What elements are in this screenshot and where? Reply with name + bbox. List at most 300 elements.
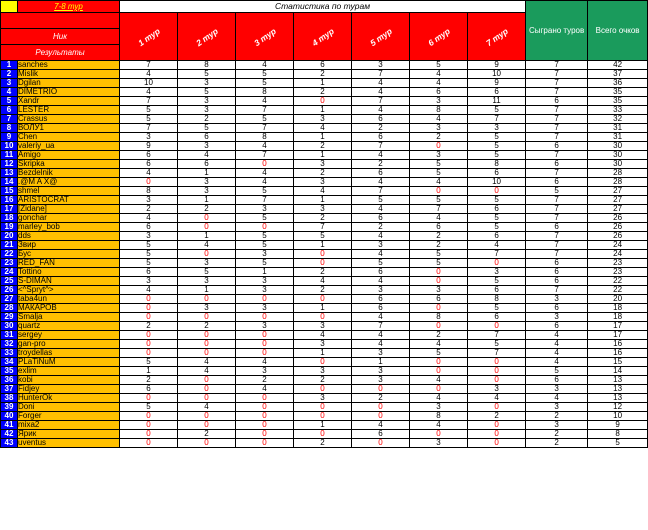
round-score-cell: 8 — [120, 187, 178, 196]
nick-cell: Smalja — [18, 313, 120, 322]
played-cell: 4 — [526, 340, 588, 349]
played-cell: 7 — [526, 61, 588, 70]
played-cell: 6 — [526, 268, 588, 277]
rank-cell: 19 — [1, 223, 18, 232]
total-header: Всего очков — [588, 1, 648, 61]
round-score-cell: 0 — [120, 178, 178, 187]
round-score-cell: 7 — [410, 205, 468, 214]
round-score-cell: 3 — [294, 205, 352, 214]
nick-cell: shmel — [18, 187, 120, 196]
round-score-cell: 5 — [468, 223, 526, 232]
nick-cell: uventus — [18, 439, 120, 448]
round-score-cell: 4 — [120, 70, 178, 79]
played-cell: 7 — [526, 106, 588, 115]
round-score-cell: 3 — [352, 286, 410, 295]
round-score-cell: 3 — [294, 340, 352, 349]
round-score-cell: 10 — [468, 178, 526, 187]
round-score-cell: 8 — [236, 133, 294, 142]
played-cell: 6 — [526, 97, 588, 106]
round-score-cell: 5 — [120, 241, 178, 250]
played-cell: 6 — [526, 178, 588, 187]
played-cell: 4 — [526, 358, 588, 367]
round-score-cell: 0 — [294, 403, 352, 412]
round-score-cell: 2 — [294, 88, 352, 97]
round-score-cell: 3 — [468, 385, 526, 394]
round-score-cell: 0 — [236, 295, 294, 304]
round-score-cell: 2 — [294, 286, 352, 295]
round-score-cell: 4 — [468, 241, 526, 250]
total-cell: 5 — [588, 439, 648, 448]
round-score-cell: 1 — [236, 268, 294, 277]
round-score-cell: 3 — [294, 394, 352, 403]
rank-cell: 3 — [1, 79, 18, 88]
round-score-cell: 3 — [178, 79, 236, 88]
round-score-cell: 6 — [352, 430, 410, 439]
table-row — [1, 70, 648, 79]
round-score-cell: 2 — [468, 412, 526, 421]
round-score-cell: 7 — [120, 61, 178, 70]
round-score-cell: 7 — [468, 250, 526, 259]
round-score-cell: 3 — [468, 124, 526, 133]
played-cell: 6 — [526, 304, 588, 313]
round-score-cell: 0 — [236, 430, 294, 439]
nick-cell: <^Spryt^> — [18, 286, 120, 295]
round-score-cell: 6 — [352, 214, 410, 223]
played-cell: 7 — [526, 133, 588, 142]
table-row — [1, 421, 648, 430]
rank-cell: 7 — [1, 115, 18, 124]
round-score-cell: 4 — [178, 151, 236, 160]
round-score-cell: 0 — [468, 421, 526, 430]
played-cell: 7 — [526, 88, 588, 97]
played-cell: 7 — [526, 205, 588, 214]
rank-cell: 32 — [1, 340, 18, 349]
round-score-cell: 0 — [236, 394, 294, 403]
round-score-cell: 5 — [410, 259, 468, 268]
played-cell: 7 — [526, 250, 588, 259]
total-cell: 24 — [588, 250, 648, 259]
round-score-cell: 11 — [468, 97, 526, 106]
nick-cell: taba4un — [18, 295, 120, 304]
round-header-2: 2 тур — [178, 13, 236, 61]
total-cell: 9 — [588, 421, 648, 430]
round-score-cell: 3 — [178, 259, 236, 268]
rank-cell: 1 — [1, 61, 18, 70]
round-score-cell: 0 — [468, 439, 526, 448]
nick-cell: Dgilan — [18, 79, 120, 88]
round-score-cell: 6 — [468, 205, 526, 214]
round-score-cell: 7 — [236, 124, 294, 133]
round-score-cell: 2 — [120, 322, 178, 331]
round-score-cell: 1 — [294, 133, 352, 142]
round-score-cell: 0 — [120, 421, 178, 430]
nick-cell: Mislik — [18, 70, 120, 79]
round-score-cell: 0 — [236, 421, 294, 430]
round-score-cell: 0 — [178, 385, 236, 394]
table-row — [1, 106, 648, 115]
round-score-cell: 3 — [352, 349, 410, 358]
round-score-cell: 4 — [352, 331, 410, 340]
round-score-cell: 10 — [120, 79, 178, 88]
total-cell: 26 — [588, 232, 648, 241]
round-score-cell: 7 — [236, 106, 294, 115]
round-score-cell: 0 — [410, 142, 468, 151]
played-cell: 7 — [526, 214, 588, 223]
round-score-cell: 0 — [236, 340, 294, 349]
round-score-cell: 5 — [120, 106, 178, 115]
round-score-cell: 4 — [236, 169, 294, 178]
played-cell: 6 — [526, 322, 588, 331]
round-score-cell: 2 — [352, 223, 410, 232]
played-cell: 6 — [526, 160, 588, 169]
round-score-cell: 1 — [294, 421, 352, 430]
round-score-cell: 5 — [352, 259, 410, 268]
round-score-cell: 5 — [236, 115, 294, 124]
round-score-cell: 4 — [352, 88, 410, 97]
total-cell: 18 — [588, 304, 648, 313]
table-row — [1, 430, 648, 439]
round-score-cell: 5 — [120, 259, 178, 268]
round-score-cell: 0 — [294, 430, 352, 439]
round-score-cell: 0 — [410, 358, 468, 367]
round-score-cell: 5 — [410, 196, 468, 205]
round-header-4: 4 тур — [294, 13, 352, 61]
round-score-cell: 0 — [352, 439, 410, 448]
round-score-cell: 3 — [294, 322, 352, 331]
rank-cell: 38 — [1, 394, 18, 403]
round-score-cell: 3 — [236, 304, 294, 313]
round-score-cell: 0 — [468, 322, 526, 331]
total-cell: 17 — [588, 322, 648, 331]
round-score-cell: 5 — [236, 241, 294, 250]
round-score-cell: 1 — [178, 232, 236, 241]
nick-cell: Amigo — [18, 151, 120, 160]
round-score-cell: 4 — [352, 151, 410, 160]
round-score-cell: 6 — [410, 223, 468, 232]
round-score-cell: 0 — [178, 421, 236, 430]
round-score-cell: 1 — [178, 286, 236, 295]
round-score-cell: 6 — [178, 160, 236, 169]
round-score-cell: 9 — [468, 79, 526, 88]
table-row — [1, 61, 648, 70]
round-score-cell: 6 — [352, 115, 410, 124]
played-cell: 7 — [526, 115, 588, 124]
round-score-cell: 4 — [178, 358, 236, 367]
nick-cell: LESTER — [18, 106, 120, 115]
round-header-5: 5 тур — [352, 13, 410, 61]
round-score-cell: 0 — [468, 259, 526, 268]
round-score-cell: 2 — [410, 331, 468, 340]
round-score-cell: 3 — [410, 124, 468, 133]
round-score-cell: 5 — [352, 196, 410, 205]
round-score-cell: 8 — [468, 295, 526, 304]
round-score-cell: 8 — [410, 106, 468, 115]
round-score-cell: 0 — [468, 376, 526, 385]
nick-cell: [Zidane] — [18, 205, 120, 214]
round-score-cell: 0 — [468, 430, 526, 439]
round-score-cell: 5 — [120, 403, 178, 412]
round-score-cell: 1 — [294, 106, 352, 115]
round-score-cell: 0 — [352, 385, 410, 394]
played-cell: 4 — [526, 394, 588, 403]
round-score-cell: 7 — [352, 142, 410, 151]
round-header-3: 3 тур — [236, 13, 294, 61]
total-cell: 17 — [588, 331, 648, 340]
round-score-cell: 0 — [410, 304, 468, 313]
round-score-cell: 6 — [468, 232, 526, 241]
round-score-cell: 5 — [468, 340, 526, 349]
round-score-cell: 1 — [352, 358, 410, 367]
table-row — [1, 133, 648, 142]
round-score-cell: 4 — [352, 79, 410, 88]
round-score-cell: 3 — [410, 97, 468, 106]
round-score-cell: 3 — [178, 97, 236, 106]
round-score-cell: 6 — [410, 295, 468, 304]
round-score-cell: 4 — [352, 250, 410, 259]
round-score-cell: 5 — [410, 250, 468, 259]
round-score-cell: 1 — [294, 349, 352, 358]
rank-cell: 15 — [1, 187, 18, 196]
table-row — [1, 286, 648, 295]
total-cell: 31 — [588, 124, 648, 133]
played-cell: 4 — [526, 349, 588, 358]
nick-cell: RED_FAN — [18, 259, 120, 268]
played-cell: 7 — [526, 286, 588, 295]
round-score-cell: 1 — [178, 169, 236, 178]
round-score-cell: 3 — [352, 241, 410, 250]
round-score-cell: 3 — [178, 178, 236, 187]
round-score-cell: 2 — [178, 205, 236, 214]
table-row — [1, 214, 648, 223]
round-header-1: 1 тур — [120, 13, 178, 61]
round-score-cell: 0 — [236, 349, 294, 358]
nick-cell: marley_bob — [18, 223, 120, 232]
rank-cell: 16 — [1, 196, 18, 205]
total-cell: 26 — [588, 223, 648, 232]
round-score-cell: 5 — [410, 160, 468, 169]
round-score-cell: 3 — [236, 322, 294, 331]
total-cell: 10 — [588, 412, 648, 421]
rank-cell: 40 — [1, 412, 18, 421]
nick-cell: sanches — [18, 61, 120, 70]
round-score-cell: 6 — [352, 295, 410, 304]
round-score-cell: 3 — [410, 151, 468, 160]
round-score-cell: 4 — [352, 277, 410, 286]
tour-link[interactable]: 7-8 тур — [18, 1, 120, 13]
round-score-cell: 5 — [236, 259, 294, 268]
round-score-cell: 7 — [468, 115, 526, 124]
played-cell: 7 — [526, 232, 588, 241]
round-score-cell: 6 — [352, 169, 410, 178]
round-score-cell: 0 — [236, 223, 294, 232]
nick-cell: Fidjey — [18, 385, 120, 394]
round-score-cell: 0 — [236, 160, 294, 169]
nick-cell: Doni — [18, 403, 120, 412]
played-cell: 5 — [526, 187, 588, 196]
table-row — [1, 232, 648, 241]
round-score-cell: 4 — [410, 394, 468, 403]
rank-cell: 28 — [1, 304, 18, 313]
played-cell: 7 — [526, 241, 588, 250]
total-cell: 14 — [588, 367, 648, 376]
total-cell: 27 — [588, 205, 648, 214]
rank-cell: 25 — [1, 277, 18, 286]
rank-cell: 22 — [1, 250, 18, 259]
played-cell: 3 — [526, 403, 588, 412]
total-cell: 16 — [588, 349, 648, 358]
played-cell: 6 — [526, 223, 588, 232]
round-score-cell: 0 — [178, 250, 236, 259]
round-score-cell: 4 — [294, 331, 352, 340]
round-score-cell: 1 — [294, 151, 352, 160]
nick-cell: ВОЛУ1 — [18, 124, 120, 133]
round-score-cell: 0 — [294, 313, 352, 322]
round-score-cell: 6 — [468, 169, 526, 178]
nick-cell: S-DIMAN — [18, 277, 120, 286]
round-score-cell: 7 — [120, 97, 178, 106]
round-score-cell: 8 — [410, 412, 468, 421]
round-score-cell: 2 — [410, 232, 468, 241]
nick-cell: kobi — [18, 376, 120, 385]
total-cell: 23 — [588, 259, 648, 268]
round-score-cell: 0 — [120, 295, 178, 304]
rank-cell: 35 — [1, 367, 18, 376]
round-score-cell: 3 — [294, 115, 352, 124]
round-score-cell: 0 — [178, 223, 236, 232]
table-row — [1, 196, 648, 205]
round-score-cell: 7 — [236, 196, 294, 205]
table-row — [1, 205, 648, 214]
table-row — [1, 151, 648, 160]
round-score-cell: 2 — [410, 241, 468, 250]
round-score-cell: 6 — [120, 151, 178, 160]
round-score-cell: 0 — [120, 394, 178, 403]
round-score-cell: 0 — [410, 385, 468, 394]
table-row — [1, 169, 648, 178]
round-score-cell: 3 — [236, 367, 294, 376]
round-score-cell: 6 — [120, 223, 178, 232]
round-score-cell: 4 — [352, 313, 410, 322]
round-score-cell: 4 — [410, 79, 468, 88]
round-score-cell: 3 — [120, 277, 178, 286]
total-cell: 13 — [588, 394, 648, 403]
round-score-cell: 2 — [294, 142, 352, 151]
round-score-cell: 4 — [178, 403, 236, 412]
round-score-cell: 4 — [352, 340, 410, 349]
played-cell: 6 — [526, 259, 588, 268]
round-score-cell: 0 — [294, 97, 352, 106]
results-header: Результаты — [1, 45, 120, 61]
rank-cell: 23 — [1, 259, 18, 268]
nick-cell: Crassus — [18, 115, 120, 124]
round-score-cell: 7 — [294, 223, 352, 232]
table-row — [1, 79, 648, 88]
round-score-cell: 0 — [236, 331, 294, 340]
round-score-cell: 0 — [410, 277, 468, 286]
round-score-cell: 9 — [120, 142, 178, 151]
table-row — [1, 376, 648, 385]
round-score-cell: 3 — [352, 61, 410, 70]
table-row — [1, 367, 648, 376]
round-score-cell: 5 — [236, 187, 294, 196]
round-score-cell: 2 — [352, 124, 410, 133]
played-cell: 3 — [526, 313, 588, 322]
round-score-cell: 8 — [236, 88, 294, 97]
round-score-cell: 4 — [410, 178, 468, 187]
round-score-cell: 1 — [294, 304, 352, 313]
round-score-cell: 4 — [120, 214, 178, 223]
rank-cell: 2 — [1, 70, 18, 79]
rank-cell: 21 — [1, 241, 18, 250]
table-row — [1, 394, 648, 403]
table-row — [1, 268, 648, 277]
table-row — [1, 223, 648, 232]
round-score-cell: 0 — [178, 313, 236, 322]
table-row — [1, 124, 648, 133]
round-score-cell: 0 — [178, 331, 236, 340]
total-cell: 26 — [588, 214, 648, 223]
round-header-6: 6 тур — [410, 13, 468, 61]
round-score-cell: 3 — [294, 367, 352, 376]
round-score-cell: 4 — [410, 376, 468, 385]
round-score-cell: 0 — [352, 412, 410, 421]
round-score-cell: 9 — [468, 61, 526, 70]
round-score-cell: 6 — [352, 268, 410, 277]
round-score-cell: 4 — [410, 70, 468, 79]
round-score-cell: 0 — [120, 304, 178, 313]
round-score-cell: 3 — [410, 286, 468, 295]
rank-cell: 43 — [1, 439, 18, 448]
header-spacer — [1, 13, 120, 29]
rank-cell: 27 — [1, 295, 18, 304]
round-score-cell: 4 — [236, 97, 294, 106]
total-cell: 28 — [588, 169, 648, 178]
table-row — [1, 277, 648, 286]
round-score-cell: 4 — [410, 340, 468, 349]
nick-cell: МАКАРОВ — [18, 304, 120, 313]
nick-cell: Bezdelnik — [18, 169, 120, 178]
round-score-cell: 3 — [294, 160, 352, 169]
round-score-cell: 1 — [178, 196, 236, 205]
round-score-cell: 4 — [120, 88, 178, 97]
nick-cell: DIMETRIO — [18, 88, 120, 97]
table-row — [1, 331, 648, 340]
table-row — [1, 439, 648, 448]
round-score-cell: 3 — [178, 304, 236, 313]
round-score-cell: 4 — [178, 241, 236, 250]
table-row — [1, 241, 648, 250]
round-score-cell: 5 — [120, 115, 178, 124]
round-score-cell: 0 — [120, 439, 178, 448]
round-score-cell: 7 — [236, 151, 294, 160]
rank-cell: 36 — [1, 376, 18, 385]
rank-cell: 8 — [1, 124, 18, 133]
round-score-cell: 5 — [468, 196, 526, 205]
round-score-cell: 7 — [352, 322, 410, 331]
round-score-cell: 0 — [236, 313, 294, 322]
round-score-cell: 7 — [120, 124, 178, 133]
table-row — [1, 115, 648, 124]
round-score-cell: 5 — [468, 151, 526, 160]
round-score-cell: 3 — [120, 133, 178, 142]
round-score-cell: 4 — [352, 106, 410, 115]
table-row — [1, 259, 648, 268]
round-score-cell: 5 — [468, 142, 526, 151]
round-score-cell: 4 — [120, 286, 178, 295]
rank-cell: 4 — [1, 88, 18, 97]
round-score-cell: 0 — [352, 403, 410, 412]
round-score-cell: 4 — [352, 232, 410, 241]
